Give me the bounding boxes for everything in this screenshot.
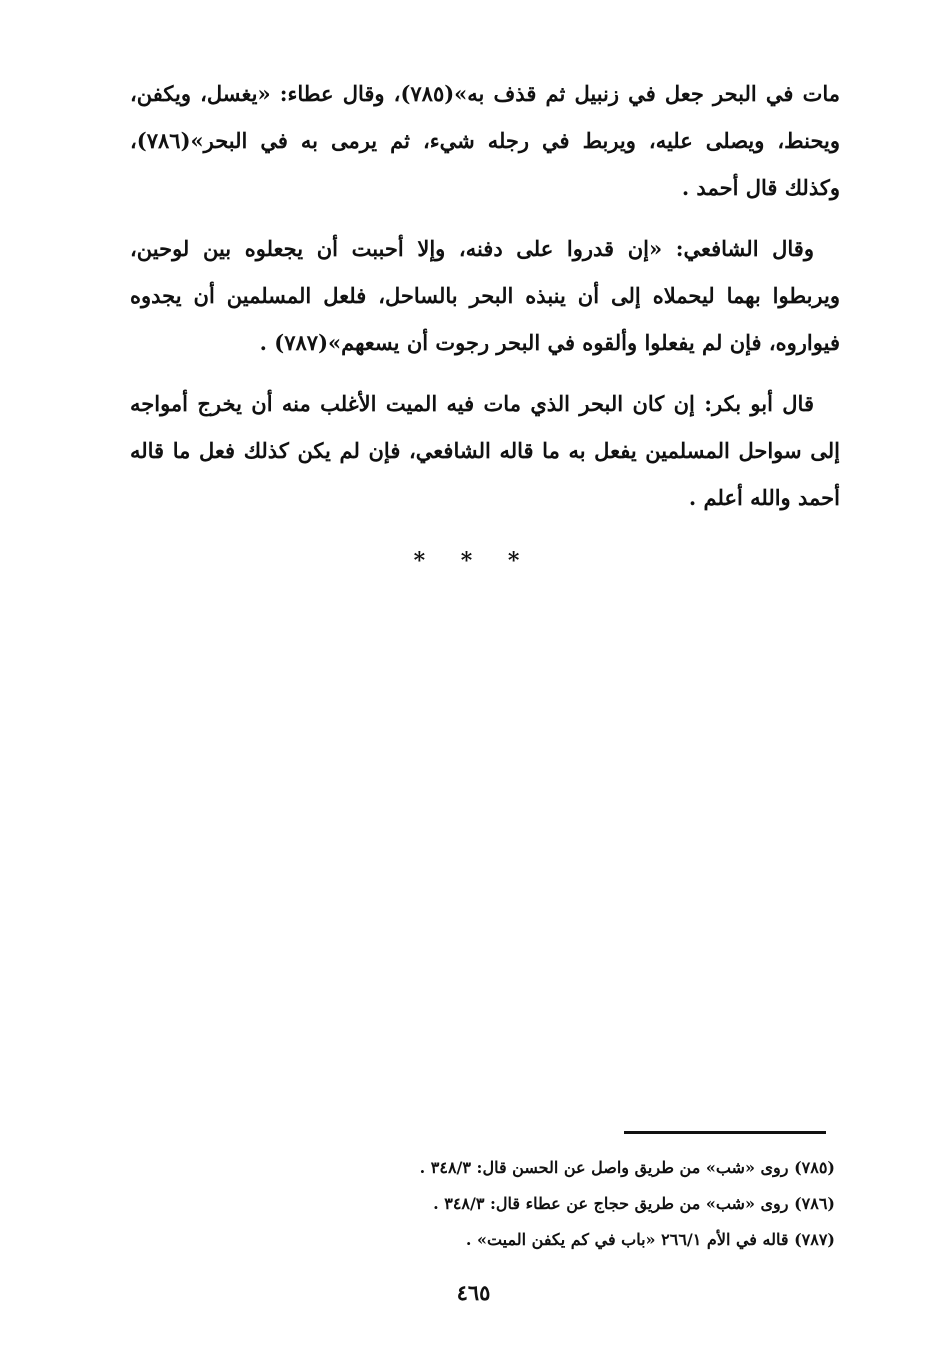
paragraph-1: مات في البحر جعل في زنبيل ثم قذف به»(٧٨٥)، وقال عطاء: «يغسل، ويكفن، ويحنط، ويصلى عليه، ويربط في رجله شيء، ثم يرمى به في البحر»(٧٨٦)، وكذلك قال أحمد . — [130, 81, 840, 200]
paragraph-2: وقال الشافعي: «إن قدروا على دفنه، وإلا أحببت أن يجعلوه بين لوحين، ويربطوا بهما ليحملاه إلى أن ينبذه البحر بالساحل، فلعل المسلمين أن يجدوه فيواروه، فإن لم يفعلوا وألقوه في البحر رجوت أن يسعهم»(٧٨٧) . — [130, 236, 840, 355]
page-number: ٤٦٥ — [456, 1280, 491, 1305]
footnote-786: (٧٨٦) روى «شب» من طريق حجاج عن عطاء قال: ٣٤٨/٣ . — [433, 1194, 835, 1213]
section-separator: * * * — [413, 548, 534, 574]
footnote-divider — [624, 1131, 826, 1134]
main-text — [130, 70, 840, 535]
footnotes — [250, 1150, 835, 1258]
footnote-787: (٧٨٧) قاله في الأم ٢٦٦/١ «باب في كم يكفن الميت» . — [465, 1230, 835, 1249]
footnote-785: (٧٨٥) روى «شب» من طريق واصل عن الحسن قال: ٣٤٨/٣ . — [419, 1158, 835, 1177]
paragraph-3: قال أبو بكر: إن كان البحر الذي مات فيه الميت الأغلب منه أن يخرج أمواجه إلى سواحل المسلمين يفعل به ما قاله الشافعي، فإن لم يكن كذلك فعل ما قاله أحمد والله أعلم . — [130, 391, 840, 510]
